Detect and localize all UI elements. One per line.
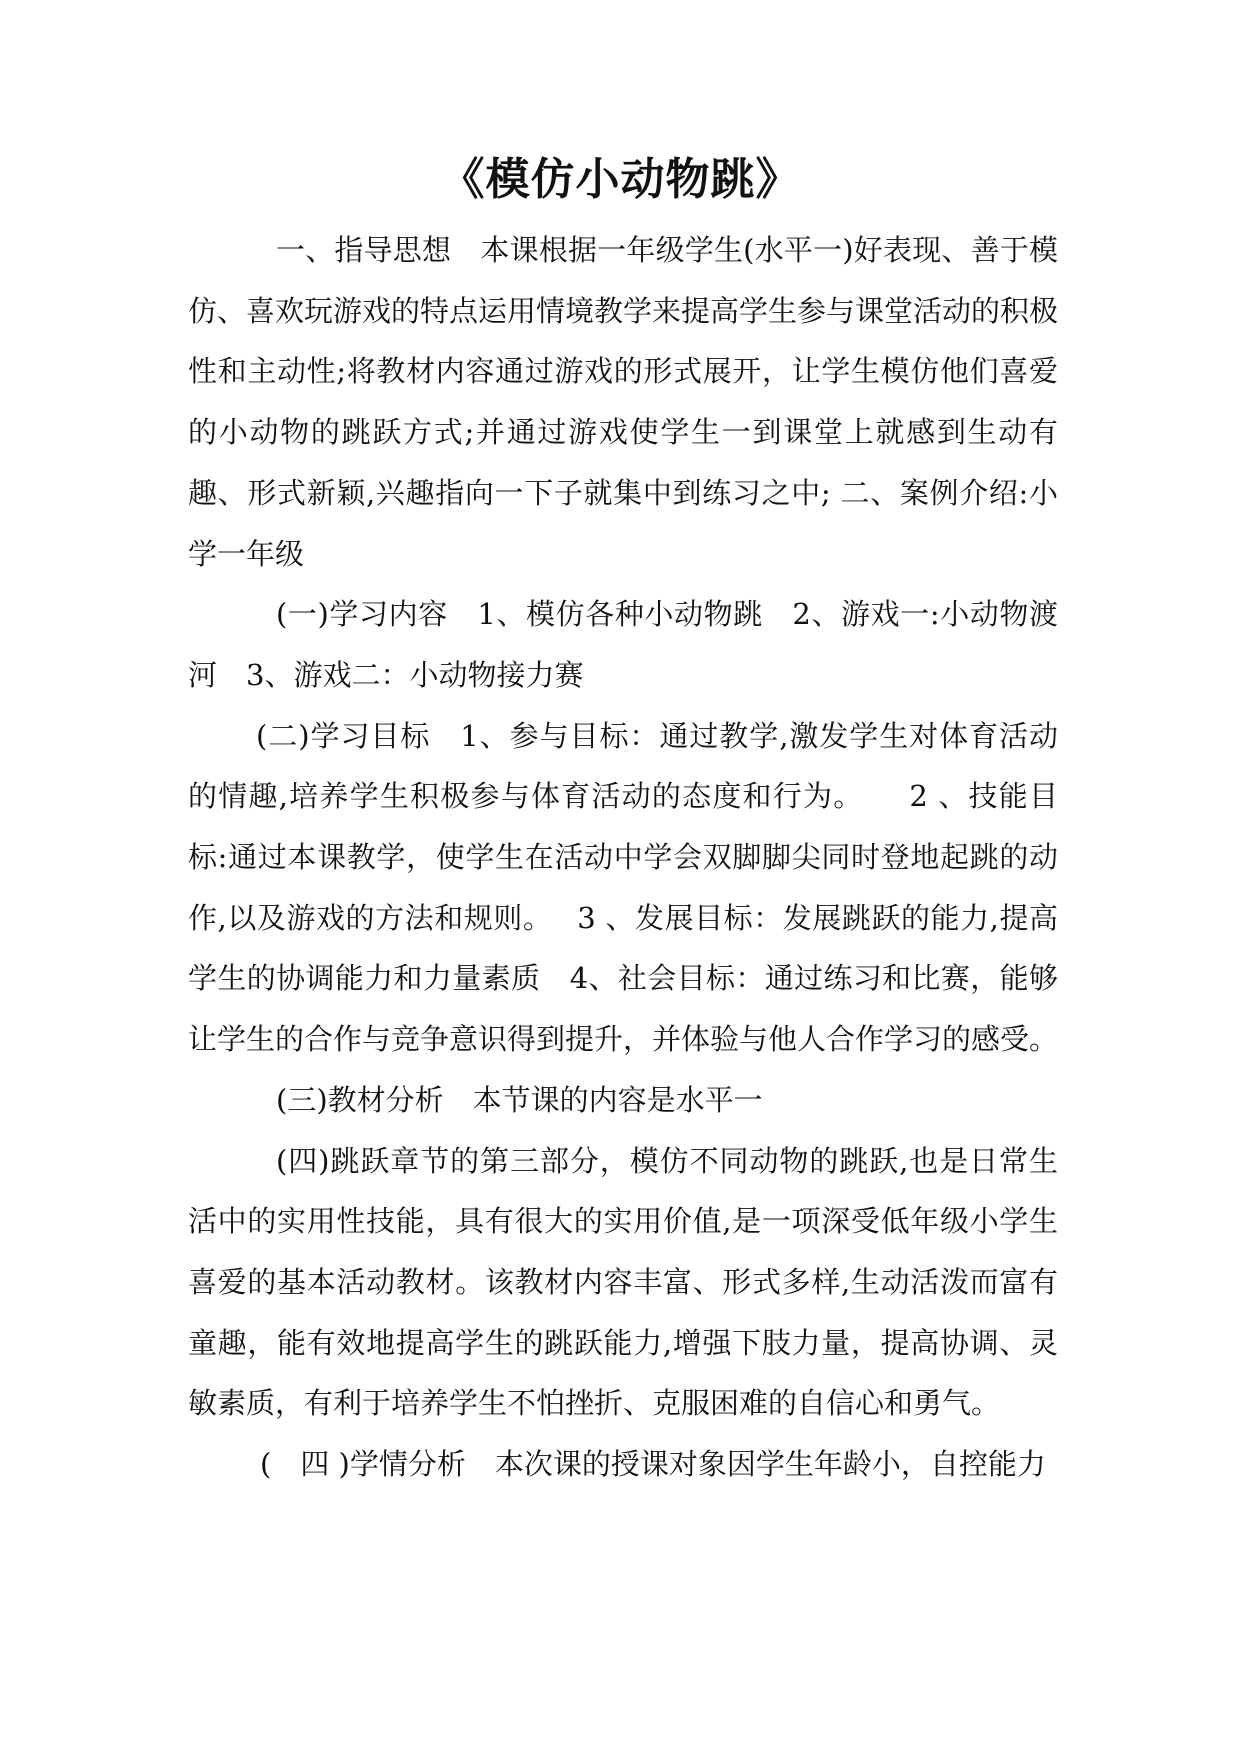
paragraph-material-analysis: (三)教材分析 本节课的内容是水平一 [276,1082,763,1117]
paragraph-learning-content: (一)学习内容 1、模仿各种小动物跳 2、游戏一:小动物渡河 3、游戏二：小动物接力赛 [188,597,1058,692]
document-body [188,220,1058,1495]
document-title: 《模仿小动物跳》 [440,154,801,205]
paragraph-student-analysis: ( 四 )学情分析 本次课的授课对象因学生年龄小，自控能力 [260,1447,1046,1482]
paragraph-guiding-ideology: 一、指导思想 本课根据一年级学生(水平一)好表现、善于模仿、喜欢玩游戏的特点运用情境教学来提高学生参与课堂活动的积极性和主动性;将教材内容通过游戏的形式展开，让学生模仿他们喜爱的小动物的跳跃方式;并通过游戏使学生一到课堂上就感到生动有趣、形式新颖,兴趣指向一下子就集中到练习之中; 二、案例介绍:小学一年级 [188,233,1059,571]
paragraph-jumping-section: (四)跳跃章节的第三部分，模仿不同动物的跳跃,也是日常生活中的实用性技能，具有很大的实用价值,是一项深受低年级小学生喜爱的基本活动教材。该教材内容丰富、形式多样,生动活泼而富有童趣，能有效地提高学生的跳跃能力,增强下肢力量，提高协调、灵敏素质，有利于培养学生不怕挫折、克服困难的自信心和勇气。 [188,1143,1058,1421]
paragraph-learning-objectives: (二)学习目标 1、参与目标：通过教学,激发学生对体育活动的情趣,培养学生积极参与体育活动的态度和行为。 2 、技能目标:通过本课教学，使学生在活动中学会双脚脚尖同时登地起跳的动作,以及游戏的方法和规则。 3 、发展目标：发展跳跃的能力,提高学生的协调能力和力量素质 4、社会目标：通过练习和比赛，能够让学生的合作与竞争意识得到提升，并体验与他人合作学习的感受。 [188,718,1059,1057]
